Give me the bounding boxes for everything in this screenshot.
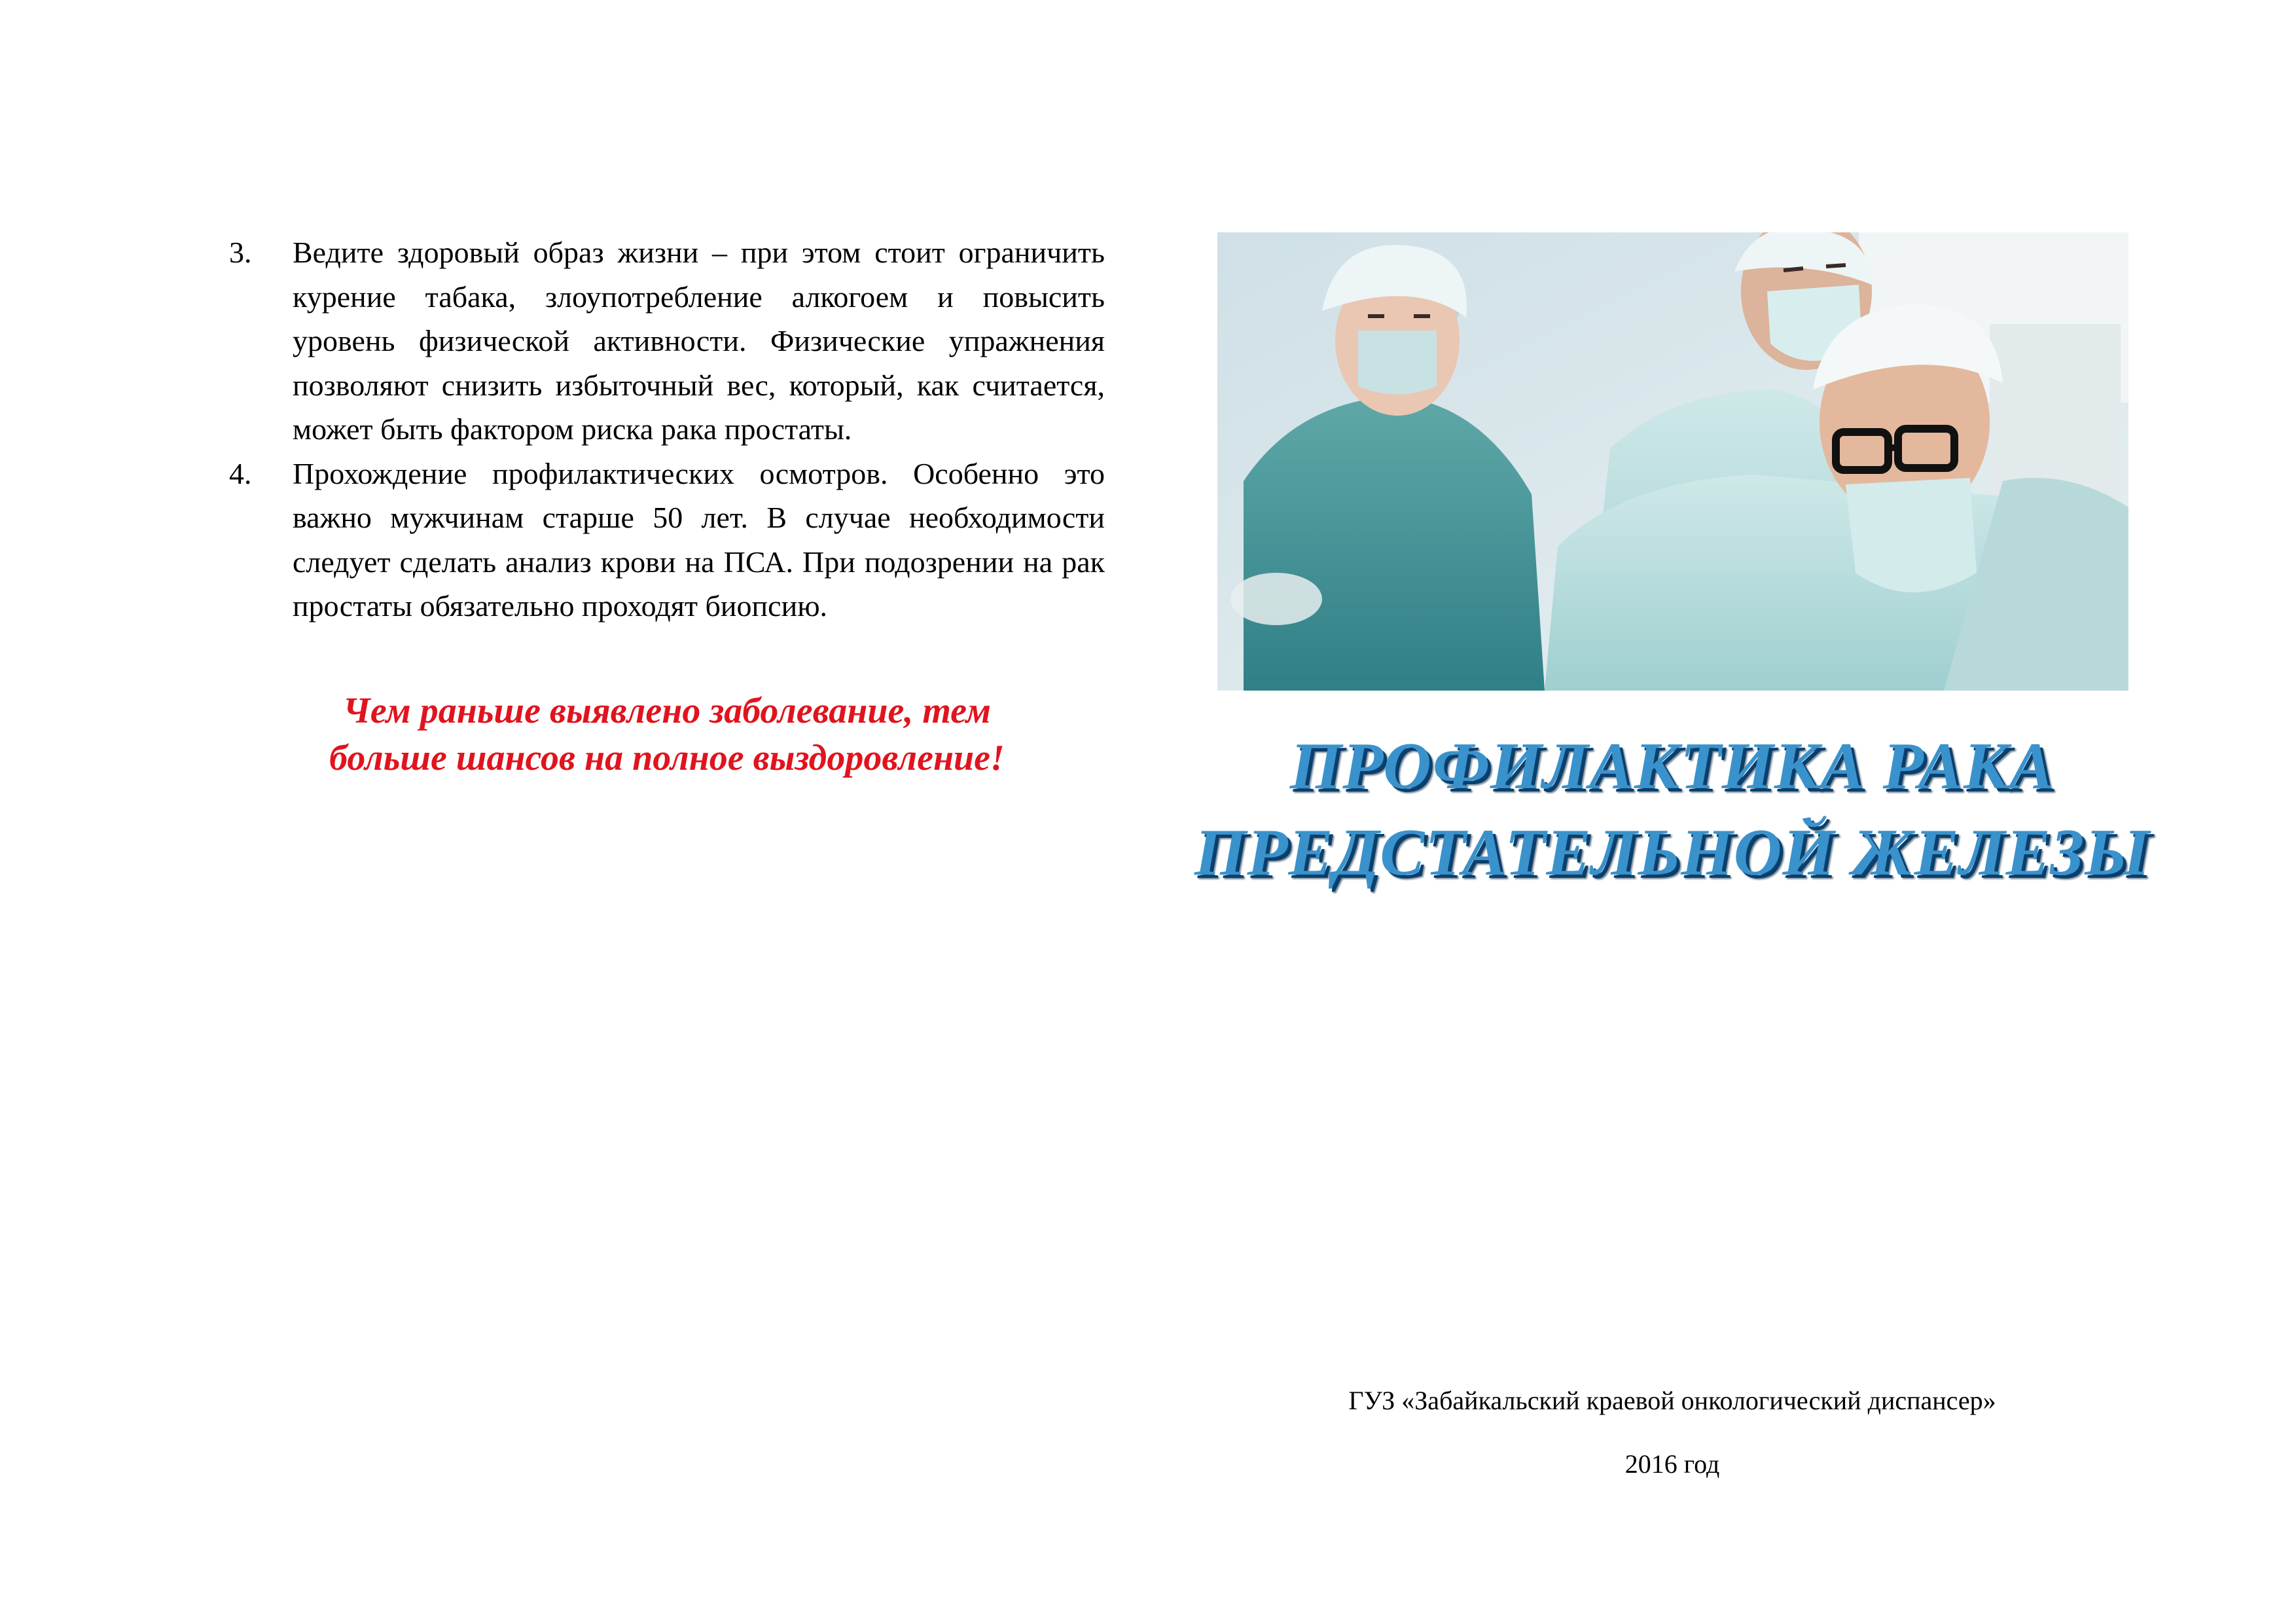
title-line-1: ПРОФИЛАКТИКА РАКА — [1289, 729, 2055, 803]
callout-line-2: больше шансов на полное выздоровление! — [329, 737, 1005, 778]
organization-name: ГУЗ «Забайкальский краевой онкологический диспансер» — [1348, 1386, 1996, 1415]
list-item — [229, 230, 1105, 452]
list-item-text: Прохождение профилактических осмотров. Особенно это важно мужчинам старше 50 лет. В случае необходимости следует сделать анализ крови на ПСА. При подозрении на рак простаты обязательно проходят биопсию. — [293, 456, 1105, 623]
callout-text — [229, 687, 1105, 782]
publication-year: 2016 год — [1624, 1449, 1720, 1479]
list-item-number: 4. — [229, 456, 252, 490]
list-item — [229, 452, 1105, 628]
left-panel — [229, 230, 1105, 782]
list-item-number: 3. — [229, 236, 252, 269]
brochure-title — [1178, 723, 2166, 896]
list-item-text: Ведите здоровый образ жизни – при этом стоит ограничить курение табака, злоупотребление алкогоем и повысить уровень физической активности. Физические упражнения позволяют снизить избыточный вес, который, как считается, может быть фактором риска рака простаты. — [293, 236, 1105, 446]
surgeons-illustration — [1217, 232, 2128, 691]
callout-line-1: Чем раньше выявлено заболевание, тем — [343, 690, 991, 731]
title-line-2: ПРЕДСТАТЕЛЬНОЙ ЖЕЛЕЗЫ — [1194, 816, 2151, 890]
recommendations-list — [229, 230, 1105, 628]
surgeons-photo — [1217, 232, 2128, 691]
